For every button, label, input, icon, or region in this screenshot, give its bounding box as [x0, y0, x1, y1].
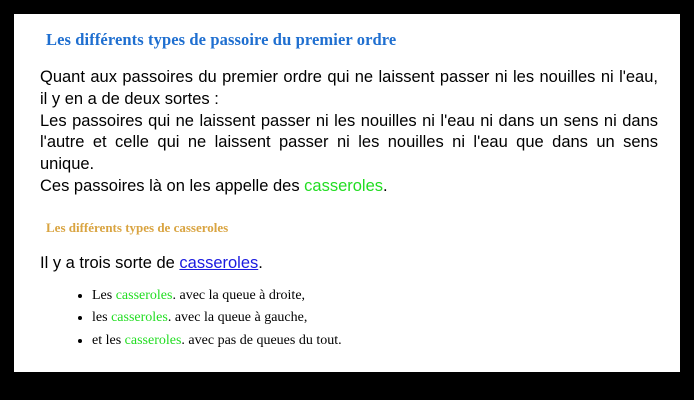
paragraph-three-lead: Ces passoires là on les appelle des [40, 176, 305, 195]
list-item-highlight: casseroles [124, 333, 182, 349]
list-item-suffix: . avec la queue à gauche, [167, 310, 308, 326]
paragraph-three-highlight: casseroles [304, 176, 384, 195]
list-item-suffix: . avec la queue à droite, [172, 287, 306, 303]
casseroles-link[interactable]: casseroles [179, 253, 259, 272]
list-item-suffix: . avec pas de queues du tout. [181, 333, 342, 349]
list-item-highlight: casseroles [111, 310, 168, 326]
list-item [92, 287, 658, 306]
lead-sentence [40, 254, 658, 273]
paragraph-three-tail: . [383, 176, 388, 195]
section-subtitle: Les différents types de casseroles [46, 219, 229, 235]
lead-sentence-prefix: Il y a trois sorte de [40, 253, 180, 272]
list-item [92, 332, 658, 351]
lead-sentence-suffix: . [258, 253, 263, 272]
paragraph-two: Les passoires qui ne laissent passer ni les nouilles ni l'eau ni dans un sens ni dans l'autre et celle qui ne laissent passer ni les nouilles ni l'eau que dans un sens unique. [40, 111, 658, 174]
list-item-prefix: Les [92, 287, 116, 303]
list-item-prefix: et les [92, 333, 125, 349]
body-text-block [40, 67, 658, 198]
list-item-highlight: casseroles [115, 287, 173, 303]
paragraph-one: Quant aux passoires du premier ordre qui ne laissent passer ni les nouilles ni l'eau, il y en a de deux sortes : [40, 68, 658, 108]
paragraph-three [40, 176, 658, 198]
list-item-prefix: les [92, 310, 112, 326]
page-title: Les différents types de passoire du premier ordre [46, 30, 397, 49]
list-item [92, 309, 658, 328]
document-page [14, 14, 680, 372]
casseroles-list [36, 287, 658, 352]
